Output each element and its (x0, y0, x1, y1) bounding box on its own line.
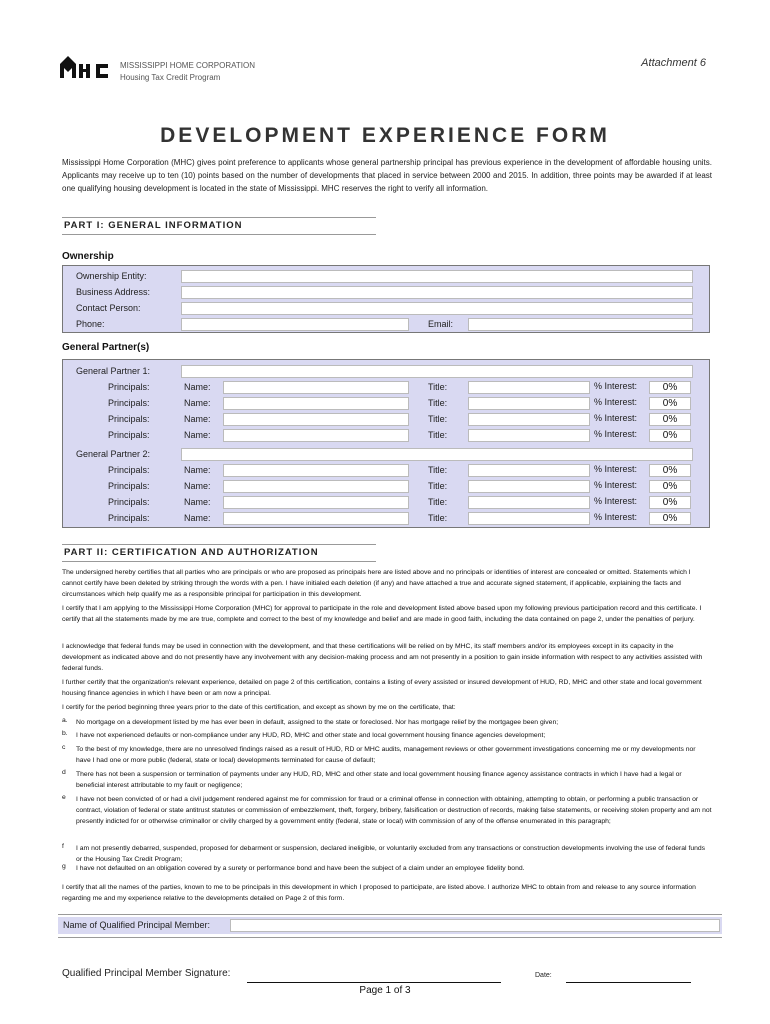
principal-title-field[interactable] (468, 413, 590, 426)
clause-text: I am not presently debarred, suspended, proposed for debarment or suspension, declared ineligible, or voluntarily excluded from any transactions or construction developments involving the use of federal funds or the Housing Tax Credit Program; (76, 845, 706, 863)
org-name: MISSISSIPPI HOME CORPORATION (120, 61, 255, 70)
clause-letter: c (62, 744, 66, 751)
certification-paragraph: I further certify that the organization's relevant experience, detailed on page 2 of this certification, contains a listing of every assisted or insured development of HUD, RD, MHC and other state and local government housing finance agencies in which I have been or am now a principal. (62, 679, 702, 697)
email-label: Email: (428, 319, 454, 329)
principal-title-field[interactable] (468, 429, 590, 442)
principal-name-field[interactable] (223, 512, 409, 525)
certification-paragraph: I certify for the period beginning three years prior to the date of this certification, and except as shown by me on the certificate, that: (62, 704, 456, 711)
principal-name-field[interactable] (223, 480, 409, 493)
date-line[interactable] (566, 981, 691, 983)
signature-label: Qualified Principal Member Signature: (62, 968, 231, 979)
ownership-label: Ownership (62, 251, 114, 262)
program-name: Housing Tax Credit Program (120, 73, 221, 82)
principal-name-field[interactable] (223, 464, 409, 477)
business-address-label: Business Address: (76, 287, 151, 297)
page-number: Page 1 of 3 (359, 985, 411, 996)
principal-label: Principals: (108, 481, 150, 491)
name-label: Name: (184, 481, 211, 491)
clause-text: There has not been a suspension or termination of payments under any HUD, RD, MHC and other state and local government housing finance agency assistance contracts in which I have had a legal or beneficial interest attributable to my fault or negligence; (76, 771, 682, 789)
qualified-principal-box (58, 917, 722, 934)
name-label: Name: (184, 414, 211, 424)
interest-field[interactable]: 0% (649, 381, 691, 394)
principal-label: Principals: (108, 398, 150, 408)
phone-label: Phone: (76, 319, 105, 329)
part1-heading: PART I: GENERAL INFORMATION (62, 217, 376, 235)
qualified-principal-label: Name of Qualified Principal Member: (63, 920, 211, 930)
title-label: Title: (428, 465, 448, 475)
clause-text: No mortgage on a development listed by me has ever been in default, assigned to the state or foreclosed. Nor has mortgage relief by the mortgagee been given; (76, 719, 559, 726)
contact-person-field[interactable] (181, 302, 693, 315)
clause-text: I have not been convicted of or had a civil judgement rendered against me for commission for fraud or a criminal offense in connection with obtaining, attempting to obtain, or performing a public transaction or contract, violation of federal or state antitrust statutes or commission of embezzlement, theft, forgery, bribery, falsification or destruction of records, making false statements, or receiving stolen property and am not presently indicted for or otherwise criminallor or civilly charged by a government entity (federal, state or local) with commission of any of the offense enumerated in this paragraph; (76, 796, 712, 825)
name-label: Name: (184, 430, 211, 440)
title-label: Title: (428, 414, 448, 424)
page-title: DEVELOPMENT EXPERIENCE FORM (160, 124, 610, 147)
interest-field[interactable]: 0% (649, 496, 691, 509)
principal-title-field[interactable] (468, 512, 590, 525)
email-field[interactable] (468, 318, 693, 331)
principal-label: Principals: (108, 414, 150, 424)
intro-paragraph: Mississippi Home Corporation (MHC) gives point preference to applicants whose general partnership principal has previous experience in the development of affordable housing units. Applicants may receive up to ten (10) points based on the number of developments that placed in service between 2000 and 2015. In addition, three points may be awarded if at least one qualifying housing development is located in the state of Mississippi. MHC reserves the right to verify all information. (62, 158, 712, 193)
interest-label: % Interest: (594, 480, 638, 490)
name-label: Name: (184, 382, 211, 392)
certification-paragraph: The undersigned hereby certifies that all parties who are principals or who are proposed as principals here are listed above and no principals or identities of interest are concealed or omitted. Statements which I cannot certify have been deleted by striking through the words with a pen. I have initialed each deletion (if any) and have attached a true and accurate signed statement, if applicable, explaining the facts and circumstances which help qualify me as a responsible principal for participation in this development. (62, 569, 691, 598)
interest-label: % Interest: (594, 464, 638, 474)
interest-label: % Interest: (594, 496, 638, 506)
title-label: Title: (428, 398, 448, 408)
principal-label: Principals: (108, 497, 150, 507)
general-partner-1-label: General Partner 1: (76, 366, 151, 376)
name-label: Name: (184, 513, 211, 523)
general-partner-1-field[interactable] (181, 365, 693, 378)
attachment-label: Attachment 6 (641, 57, 706, 69)
principal-name-field[interactable] (223, 413, 409, 426)
interest-label: % Interest: (594, 512, 638, 522)
clause-letter: b. (62, 730, 68, 737)
date-label: Date: (535, 972, 552, 979)
principal-label: Principals: (108, 513, 150, 523)
title-label: Title: (428, 481, 448, 491)
clause-text: To the best of my knowledge, there are no unresolved findings raised as a result of HUD, RD or MHC audits, management reviews or other government investigations concerning me or my developments nor have I had one or more public (federal, state or local) developments terminated for cause of default; (76, 746, 696, 764)
general-partner-2-field[interactable] (181, 448, 693, 461)
principal-title-field[interactable] (468, 480, 590, 493)
certification-paragraph: I certify that I am applying to the Mississippi Home Corporation (MHC) for approval to participate in the role and development listed above based upon my following previous participation record and this certificate. I certify that all the statements made by me are true, complete and correct to the best of my knowledge and belief and are made in good faith, including the data contained on page 2, under the penalties of perjury. (62, 605, 702, 623)
name-label: Name: (184, 465, 211, 475)
interest-label: % Interest: (594, 413, 638, 423)
title-label: Title: (428, 382, 448, 392)
mhc-logo (58, 54, 110, 80)
interest-field[interactable]: 0% (649, 480, 691, 493)
interest-label: % Interest: (594, 381, 638, 391)
interest-field[interactable]: 0% (649, 464, 691, 477)
phone-field[interactable] (181, 318, 409, 331)
org-header (120, 60, 255, 84)
clause-letter: e (62, 794, 66, 801)
general-partners-label: General Partner(s) (62, 342, 150, 353)
principal-title-field[interactable] (468, 464, 590, 477)
interest-field[interactable]: 0% (649, 413, 691, 426)
business-address-field[interactable] (181, 286, 693, 299)
clause-letter: d (62, 769, 66, 776)
principal-title-field[interactable] (468, 397, 590, 410)
principal-label: Principals: (108, 465, 150, 475)
clause-text: I have not defaulted on an obligation covered by a surety or performance bond and have been the subject of a claim under an employee fidelity bond. (76, 865, 525, 872)
principal-name-field[interactable] (223, 429, 409, 442)
ownership-entity-label: Ownership Entity: (76, 271, 147, 281)
principal-title-field[interactable] (468, 381, 590, 394)
general-partners-box (62, 359, 710, 528)
clause-text: I have not experienced defaults or non-compliance under any HUD, RD, MHC and other state and local government housing finance agencies development; (76, 732, 546, 739)
general-partner-2-label: General Partner 2: (76, 449, 151, 459)
contact-person-label: Contact Person: (76, 303, 141, 313)
interest-label: % Interest: (594, 429, 638, 439)
ownership-box (62, 265, 710, 333)
clause-letter: f (62, 843, 64, 850)
principal-name-field[interactable] (223, 397, 409, 410)
part2-heading: PART II: CERTIFICATION AND AUTHORIZATION (62, 544, 376, 562)
interest-label: % Interest: (594, 397, 638, 407)
principal-name-field[interactable] (223, 381, 409, 394)
ownership-entity-field[interactable] (181, 270, 693, 283)
principal-label: Principals: (108, 382, 150, 392)
name-label: Name: (184, 398, 211, 408)
signature-line[interactable] (247, 981, 501, 983)
clause-letter: a. (62, 717, 68, 724)
interest-field[interactable]: 0% (649, 512, 691, 525)
principal-title-field[interactable] (468, 496, 590, 509)
title-label: Title: (428, 497, 448, 507)
clause-letter: g (62, 863, 66, 870)
qualified-principal-field[interactable] (230, 919, 720, 932)
interest-field[interactable]: 0% (649, 429, 691, 442)
certification-paragraph: I acknowledge that federal funds may be used in connection with the development, and that these certifications will be relied on by MHC, its staff members and/or its employees except in its capacity in the development as indicated above and do not presently have any involvement with any decision-making process and am not presently in a position to gain inside information with respect to any activities assisted with federal funds. (62, 643, 703, 672)
qualified-principal-row (58, 914, 722, 938)
principal-label: Principals: (108, 430, 150, 440)
principal-name-field[interactable] (223, 496, 409, 509)
title-label: Title: (428, 430, 448, 440)
title-label: Title: (428, 513, 448, 523)
name-label: Name: (184, 497, 211, 507)
interest-field[interactable]: 0% (649, 397, 691, 410)
closing-paragraph: I certify that all the names of the parties, known to me to be principals in this development in which I proposed to participate, are listed above. I authorize MHC to obtain from and release to any source information regarding me and my experience relative to the developments detailed on Page 2 of this form. (62, 884, 696, 902)
